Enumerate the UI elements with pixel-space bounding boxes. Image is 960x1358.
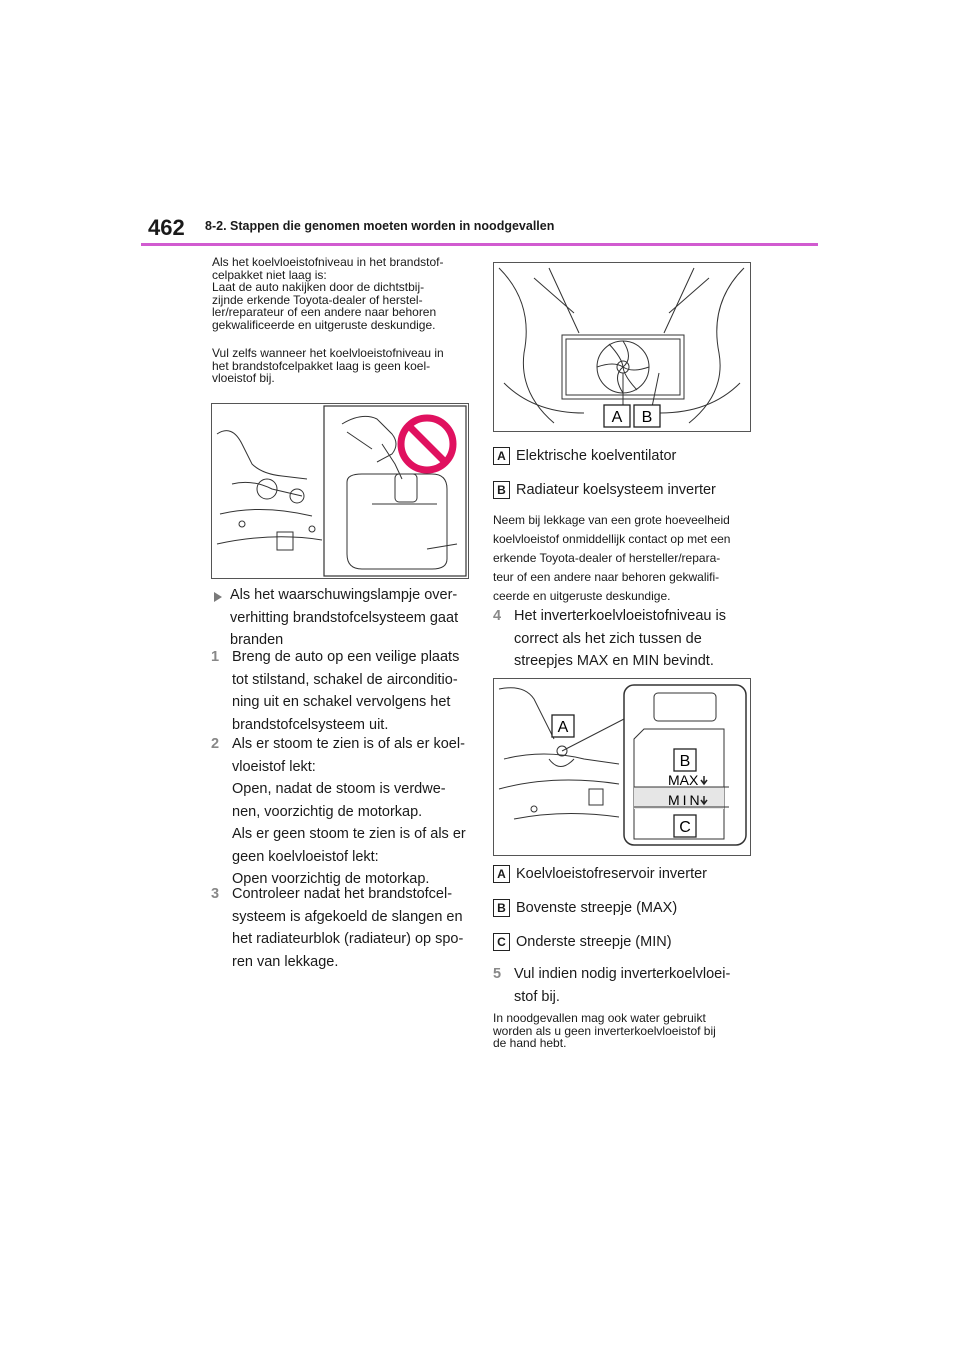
fig1-label-a: A xyxy=(611,409,623,426)
step-3 xyxy=(211,883,471,973)
step-4 xyxy=(493,605,753,675)
engine-reservoir-drawing xyxy=(212,404,468,578)
callout-text: Koelvloeistofreservoir inverter xyxy=(516,866,707,882)
callout-text: Onderste streepje (MIN) xyxy=(516,934,672,950)
step-text: Het inverterkoelvloeistofniveau is correct als het zich tussen de streepjes MAX en MIN bevindt. xyxy=(514,608,726,669)
callout-text: Elektrische koelventilator xyxy=(516,448,677,464)
callout-b-radiator xyxy=(493,481,716,499)
fig2-label-c: C xyxy=(679,819,691,836)
fig2-label-min: MIN xyxy=(668,792,703,808)
radiator-fan-illustration xyxy=(493,262,751,432)
leak-note: Neem bij lekkage van een grote hoeveelheid koelvloeistof onmiddellijk contact op met een erkende Toyota-dealer of hersteller/repara- teur of een andere naar behoren gekwalifi- ceerde en uitgeruste deskundige. xyxy=(493,513,731,603)
bullet-triangle-icon xyxy=(214,592,222,602)
step-text: Breng de auto op een veilige plaats tot stilstand, schakel de airconditio- ning uit en schakel vervolgens het brandstofcelsysteem uit. xyxy=(232,649,460,733)
callout-letter: B xyxy=(493,481,510,499)
callout-a-reservoir xyxy=(493,865,707,883)
fig1-label-b: B xyxy=(641,409,653,426)
step-5 xyxy=(493,963,753,1011)
fig2-label-a: A xyxy=(557,719,569,736)
step-number: 3 xyxy=(211,886,220,902)
step-text: Controleer nadat het brandstofcel- systeem is afgekoeld de slangen en het radiateurblok (radiateur) op spo- ren van lekkage. xyxy=(232,886,464,970)
step-2 xyxy=(211,733,471,893)
engine-bay-drawing xyxy=(494,263,750,431)
callout-letter: B xyxy=(493,899,510,917)
step-number: 1 xyxy=(211,649,220,665)
page-number: 462 xyxy=(148,215,185,240)
reservoir-level-illustration xyxy=(493,678,751,856)
step-number: 2 xyxy=(211,736,220,752)
step-1 xyxy=(211,646,471,736)
callout-letter: A xyxy=(493,865,510,883)
step-text: Vul indien nodig inverterkoelvloei- stof bij. xyxy=(514,966,731,1005)
step-number: 5 xyxy=(493,966,502,982)
reservoir-drawing xyxy=(494,679,750,855)
callout-letter: C xyxy=(493,933,510,951)
emergency-note: In noodgevallen mag ook water gebruikt worden als u geen inverterkoelvloeistof bij de hand hebt. xyxy=(493,1011,716,1051)
section-title: 8-2. Stappen die genomen moeten worden in noodgevallen xyxy=(205,219,555,233)
refill-prohibited-illustration xyxy=(211,403,469,579)
intro-paragraph-1: Als het koelvloeistofniveau in het brandstof- celpakket niet laag is: Laat de auto nakijken door de dichtstbij- zijnde erkende Toyota-dealer of herstel- ler/reparateur of een andere naar behoren gekwalificeerde en uitgeruste deskundige. xyxy=(212,255,444,332)
fig2-label-b: B xyxy=(679,753,691,770)
intro-paragraph-2: Vul zelfs wanneer het koelvloeistofniveau in het brandstofcelpakket laag is geen koel- vloeistof bij. xyxy=(212,346,444,386)
callout-text: Bovenste streepje (MAX) xyxy=(516,900,678,916)
callout-text: Radiateur koelsysteem inverter xyxy=(516,482,716,498)
callout-b-max xyxy=(493,899,677,917)
bullet-heading: Als het waarschuwingslampje over- verhitting brandstofcelsysteem gaat branden xyxy=(230,587,459,648)
header-rule xyxy=(141,243,818,246)
callout-letter: A xyxy=(493,447,510,465)
step-text: Als er stoom te zien is of als er koel- vloeistof lekt: Open, nadat de stoom is verdwe- nen, voorzichtig de motorkap. Als er geen stoom te zien is of als er geen koelvloeistof lekt: Open voorzichtig de motorkap. xyxy=(232,736,466,887)
callout-a-fan xyxy=(493,447,676,465)
fig2-label-max: MAX xyxy=(668,772,699,788)
step-number: 4 xyxy=(493,608,502,624)
callout-c-min xyxy=(493,933,672,951)
